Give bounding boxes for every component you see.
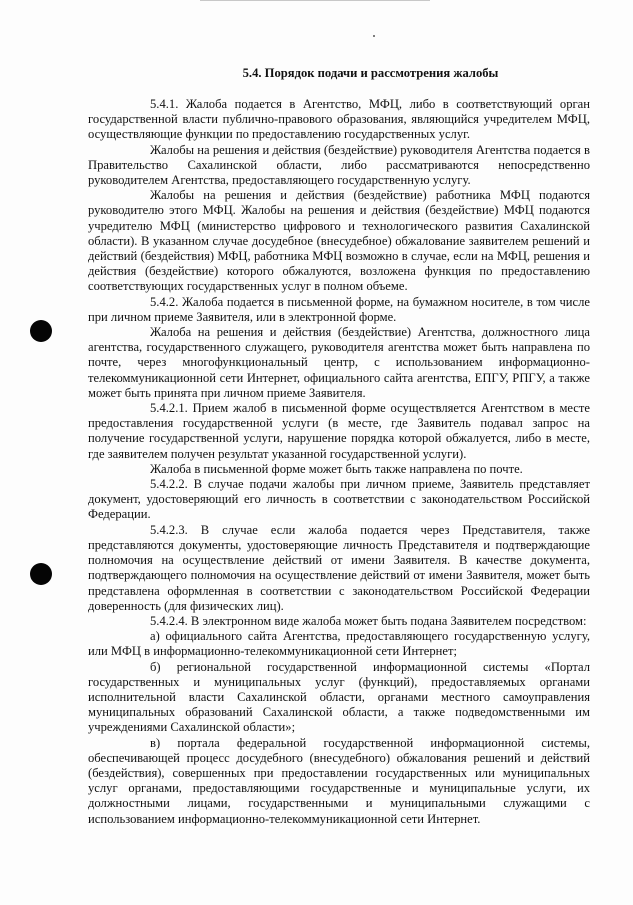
punch-hole-lower (30, 563, 52, 585)
list-item-a: а) официального сайта Агентства, предоставляющего государственную услугу, или МФЦ в информационно-телекоммуникационной сети Интернет; (88, 629, 590, 659)
paragraph-complaint-channels: Жалоба на решения и действия (бездействие) Агентства, должностного лица агентства, государственного служащего, руководителя агентства может быть направлена по почте, через многофункциональный центр, с использованием информационно-телекоммуникационной сети Интернет, официального сайта агентства, ЕПГУ, РПГУ, а также может быть принята при личном приеме Заявителя. (88, 325, 590, 400)
punch-hole-upper (30, 320, 52, 342)
paragraph-complaint-mfc: Жалобы на решения и действия (бездействие) работника МФЦ подаются руководителю этого МФЦ. Жалобы на решения и действия (бездействие) МФЦ подаются учредителю МФЦ (министерство цифрового и технологического развития Сахалинской области). В указанном случае досудебное (внесудебное) обжалование заявителем решений и действий (бездействия) МФЦ, работника МФЦ возможно в случае, если на МФЦ, решения и действия (бездействие) которого обжалуются, возложена функция по предоставлению соответствующих государственных услуг в полном объеме. (88, 188, 590, 294)
paragraph-5-4-2: 5.4.2. Жалоба подается в письменной форме, на бумажном носителе, в том числе при личном приеме Заявителя, или в электронной форме. (88, 294, 590, 324)
paragraph-5-4-2-4: 5.4.2.4. В электронном виде жалоба может быть подана Заявителем посредством: (150, 613, 587, 628)
document-body (88, 97, 590, 827)
scan-edge-line (200, 0, 430, 1)
paragraph-5-4-2-3: 5.4.2.3. В случае если жалоба подается через Представителя, также представляются документы, удостоверяющие личность Представителя и подтверждающие полномочия на осуществление действий от имени Заявителя. В качестве документа, подтверждающего полномочия на осуществление действий от имени Заявителя, может быть представлена оформленная в соответствии с законодательством Российской Федерации доверенность (для физических лиц). (88, 522, 590, 613)
list-item-b: б) региональной государственной информационной системы «Портал государственных и муниципальных услуг (функций), предоставляемых органами исполнительной власти Сахалинской области, органами местного самоуправления муниципальных образований Сахалинской области, а также подведомственными им учреждениями Сахалинской области»; (88, 659, 590, 735)
section-title: 5.4. Порядок подачи и рассмотрения жалобы (242, 66, 499, 80)
paragraph-mail: Жалоба в письменной форме может быть также направлена по почте. (150, 461, 523, 476)
paragraph-5-4-2-2: 5.4.2.2. В случае подачи жалобы при личном приеме, Заявитель представляет документ, удостоверяющий его личность в соответствии с законодательством Российской Федерации. (88, 477, 590, 522)
scan-speck (373, 35, 375, 37)
list-item-v: в) портала федеральной государственной информационной системы, обеспечивающей процесс досудебного (внесудебного) обжалования решений и действий (бездействия), совершенных при предоставлении государственных или муниципальных услуг органами, предоставляющими государственные и муниципальные услуги, их должностными лицами, государственными и муниципальными служащими с использованием информационно-телекоммуникационной сети Интернет. (88, 735, 590, 826)
paragraph-5-4-1: 5.4.1. Жалоба подается в Агентство, МФЦ, либо в соответствующий орган государственной власти публично-правового образования, являющийся учредителем МФЦ, осуществляющие функции по предоставлению государственных услуг. (88, 97, 590, 142)
paragraph-5-4-2-1: 5.4.2.1. Прием жалоб в письменной форме осуществляется Агентством в месте предоставления государственной услуги (в месте, где Заявитель подавал запрос на получение государственной услуги, нарушение порядка которой обжалуется, либо в месте, где заявителем получен результат указанной государственной услуги). (88, 401, 590, 461)
paragraph-complaint-agency-head: Жалобы на решения и действия (бездействие) руководителя Агентства подается в Правительство Сахалинской области, либо рассматриваются непосредственно руководителем Агентства, предоставляющего государственную услугу. (88, 142, 590, 188)
